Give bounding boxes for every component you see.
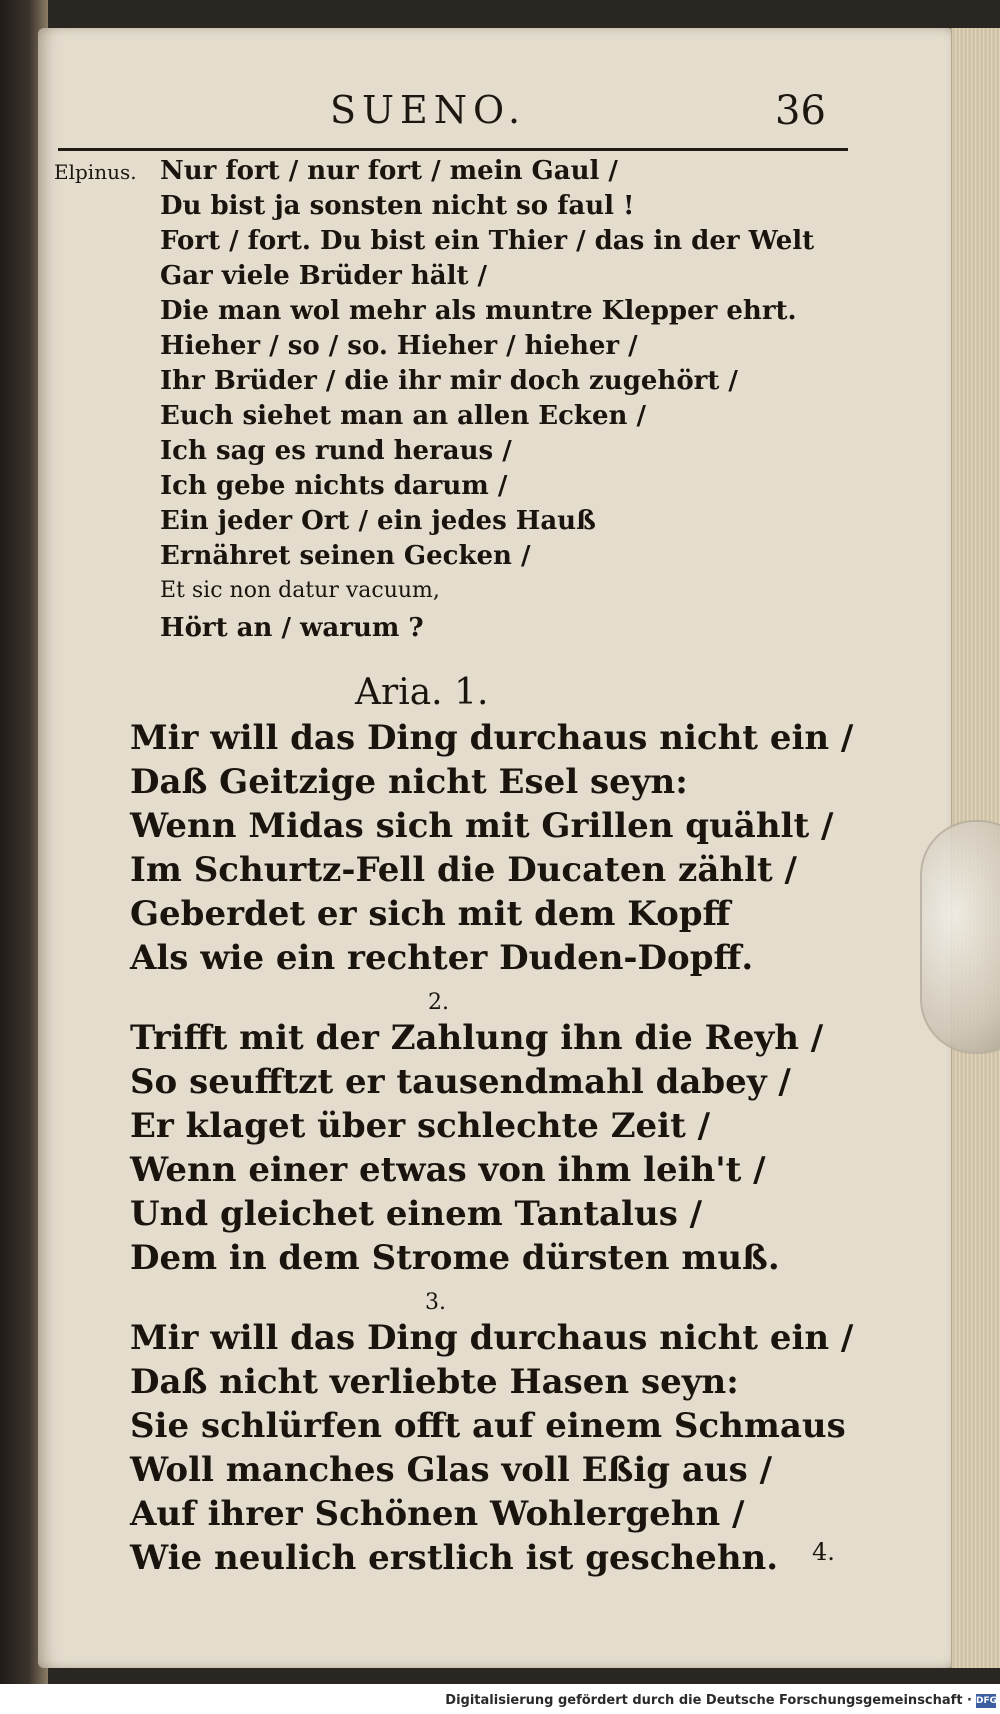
dialog-line: Ihr Brüder / die ihr mir doch zugehört / <box>160 366 738 396</box>
verse-line: Mir will das Ding durchaus nicht ein / <box>130 1318 854 1358</box>
footer-credit: Digitalisierung gefördert durch die Deutsche Forschungsgemeinschaft · <box>445 1693 972 1708</box>
verse-line: Mir will das Ding durchaus nicht ein / <box>130 718 854 758</box>
page-weight-glass <box>920 820 1000 1054</box>
dialog-line: Hört an / warum ? <box>160 613 424 643</box>
header-rule <box>58 148 848 151</box>
dialog-line-latin: Et sic non datur vacuum, <box>160 578 440 603</box>
stanza-number: 3. <box>425 1290 446 1315</box>
running-title: SUENO. <box>330 88 527 132</box>
verse-line: Im Schurtz-Fell die Ducaten zählt / <box>130 850 797 890</box>
dialog-line: Die man wol mehr als muntre Klepper ehrt. <box>160 296 797 326</box>
verse-line: Woll manches Glas voll Eßig aus / <box>130 1450 772 1490</box>
page-number: 36 <box>775 88 826 134</box>
verse-line: Er klaget über schlechte Zeit / <box>130 1106 711 1146</box>
verse-line: Und gleichet einem Tantalus / <box>130 1194 703 1234</box>
verse-line: Auf ihrer Schönen Wohlergehn / <box>130 1494 745 1534</box>
verse-line: Wie neulich erstlich ist geschehn. <box>130 1538 779 1578</box>
verse-line: So seufftzt er tausendmahl dabey / <box>130 1062 791 1102</box>
aria-title: Aria. 1. <box>355 672 489 713</box>
dialog-line: Hieher / so / so. Hieher / hieher / <box>160 331 638 361</box>
footer-bar <box>0 1684 1000 1714</box>
verse-line: Als wie ein rechter Duden-Dopff. <box>130 938 754 978</box>
dialog-line: Euch siehet man an allen Ecken / <box>160 401 646 431</box>
verse-line: Wenn einer etwas von ihm leih't / <box>130 1150 766 1190</box>
dialog-line: Du bist ja sonsten nicht so faul ! <box>160 191 635 221</box>
verse-line: Trifft mit der Zahlung ihn die Reyh / <box>130 1018 824 1058</box>
speaker-name: Elpinus. <box>54 160 137 184</box>
verse-line: Sie schlürfen offt auf einem Schmaus <box>130 1406 846 1446</box>
verse-line: Daß Geitzige nicht Esel seyn: <box>130 762 688 802</box>
verse-line: Wenn Midas sich mit Grillen quählt / <box>130 806 834 846</box>
dialog-line: Nur fort / nur fort / mein Gaul / <box>160 156 618 186</box>
dialog-line: Fort / fort. Du bist ein Thier / das in der Welt <box>160 226 815 256</box>
verse-line: Daß nicht verliebte Hasen seyn: <box>130 1362 739 1402</box>
dfg-logo-icon: DFG <box>976 1696 998 1706</box>
dialog-line: Gar viele Brüder hält / <box>160 261 488 291</box>
verse-line: Dem in dem Strome dürsten muß. <box>130 1238 780 1278</box>
stanza-number: 2. <box>428 990 449 1015</box>
dialog-line: Ich sag es rund heraus / <box>160 436 512 466</box>
catchword: 4. <box>812 1538 835 1566</box>
dialog-line: Ernähret seinen Gecken / <box>160 541 531 571</box>
dialog-line: Ich gebe nichts darum / <box>160 471 508 501</box>
verse-line: Geberdet er sich mit dem Kopff <box>130 894 731 934</box>
dialog-line: Ein jeder Ort / ein jedes Hauß <box>160 506 596 536</box>
